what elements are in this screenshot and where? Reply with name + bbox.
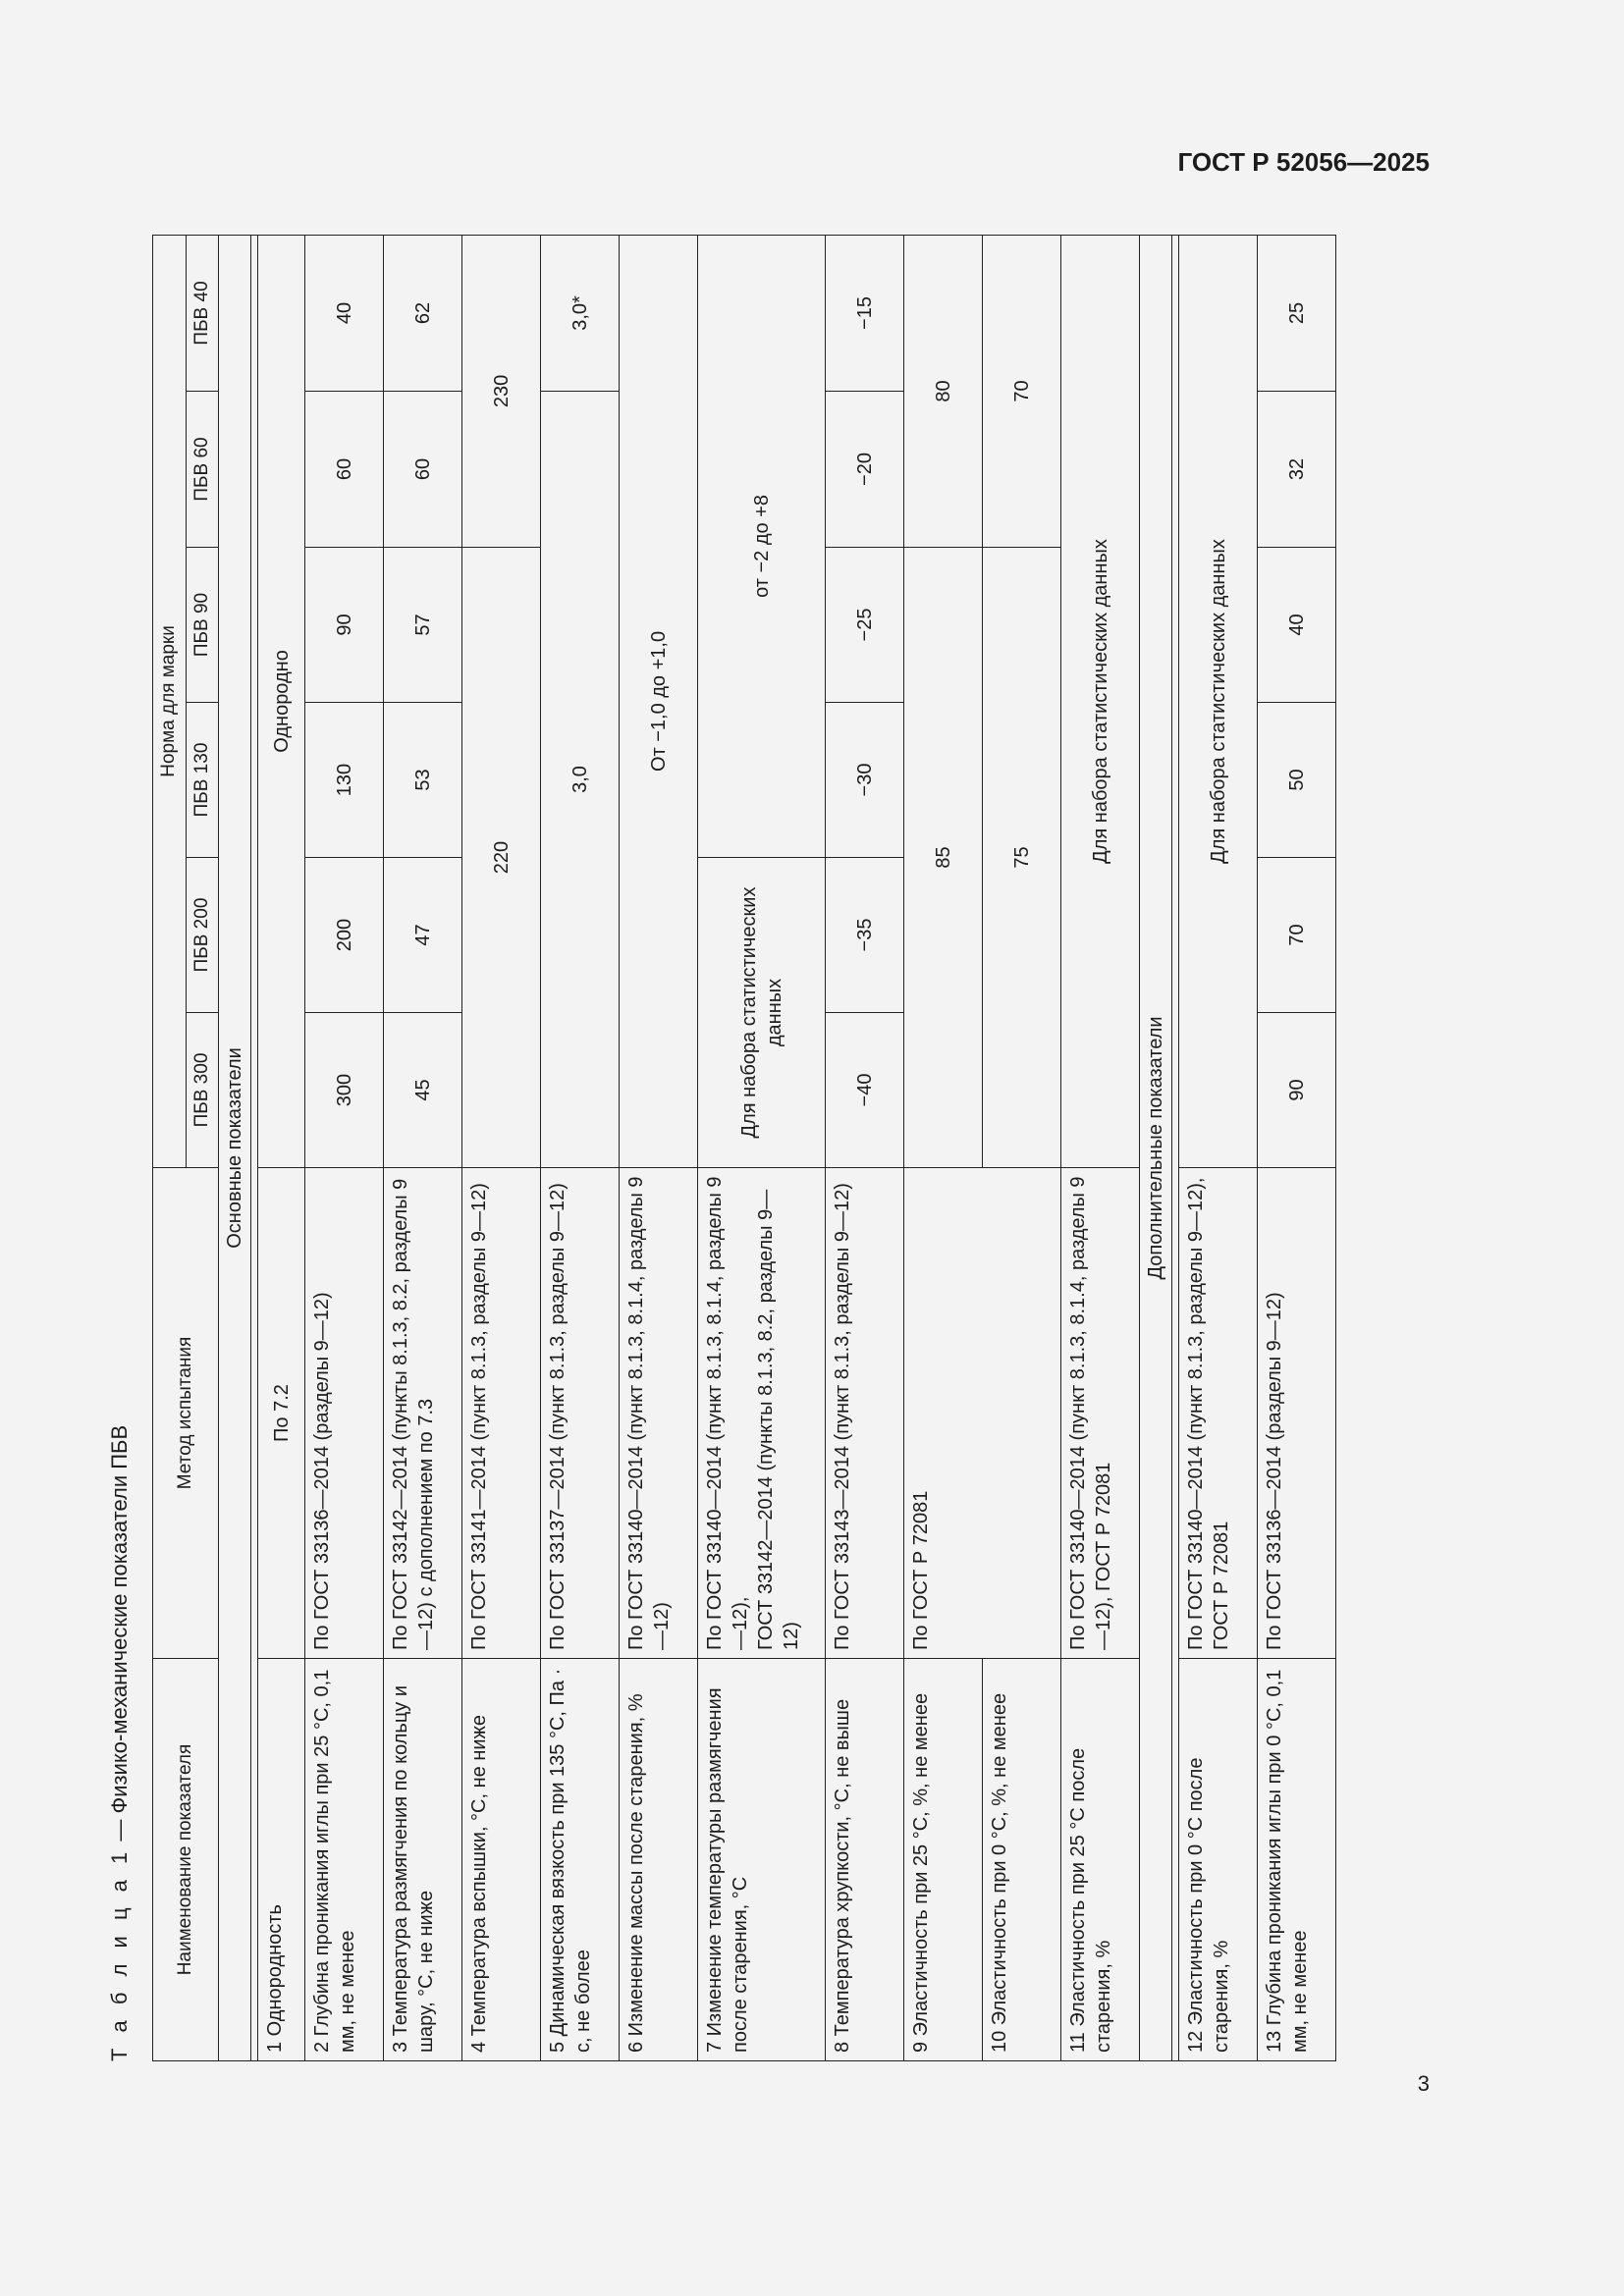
header-norm: Норма для марки xyxy=(153,235,187,1167)
table-row xyxy=(904,235,983,2060)
row-value: От −1,0 до +1,0 xyxy=(620,235,698,1167)
row-value: 60 xyxy=(305,392,384,548)
row-value: 40 xyxy=(305,235,384,391)
section-extra: Дополнительные показатели xyxy=(1140,235,1172,2060)
row-value: 40 xyxy=(1258,548,1336,703)
row-value: 57 xyxy=(384,548,462,703)
row-value: 90 xyxy=(305,548,384,703)
row-value: Для набора статистических данных xyxy=(698,858,826,1168)
row-value: от −2 до +8 xyxy=(698,235,826,857)
row-name: 2 Глубина проникания иглы при 25 °С, 0,1 мм, не менее xyxy=(305,1659,384,2061)
document-code: ГОСТ Р 52056—2025 xyxy=(1177,147,1430,177)
row-method xyxy=(698,1168,826,1659)
section-main: Основные показатели xyxy=(219,235,251,2060)
row-value: 53 xyxy=(384,703,462,858)
row-method: По ГОСТ 33136—2014 (разделы 9—12) xyxy=(1258,1168,1336,1659)
row-value: 70 xyxy=(983,235,1061,547)
rotated-table-frame xyxy=(103,236,1380,2061)
row-name: 5 Динамическая вязкость при 135 °С, Па · с, не более xyxy=(541,1659,620,2061)
row-method: По ГОСТ 33143—2014 (пункт 8.1.3, разделы 9—12) xyxy=(826,1168,904,1659)
section-gap xyxy=(1172,235,1179,2060)
row-value: 230 xyxy=(462,235,541,547)
properties-table xyxy=(152,235,1336,2061)
row-value: 130 xyxy=(305,703,384,858)
row-value: 50 xyxy=(1258,703,1336,858)
table-row xyxy=(258,235,305,2060)
row-value: −35 xyxy=(826,858,904,1013)
row-value: 70 xyxy=(1258,858,1336,1013)
row-method: По ГОСТ 33140—2014 (пункт 8.1.3, 8.1.4, разделы 9—12), ГОСТ Р 72081 xyxy=(1061,1168,1140,1659)
header-method: Метод испытания xyxy=(153,1168,219,1659)
table-row xyxy=(384,235,462,2060)
row-method: По ГОСТ 33136—2014 (разделы 9—12) xyxy=(305,1168,384,1659)
table-row xyxy=(1179,235,1258,2060)
row-value: Для набора статистических данных xyxy=(1061,235,1140,1167)
row-value: −15 xyxy=(826,235,904,391)
row-name: 3 Температура размягчения по кольцу и шару, °С, не ниже xyxy=(384,1659,462,2061)
table-row xyxy=(541,235,620,2060)
row-value: Для набора статистических данных xyxy=(1179,235,1258,1167)
row-value: −40 xyxy=(826,1013,904,1168)
row-method: По ГОСТ 33141—2014 (пункт 8.1.3, разделы 9—12) xyxy=(462,1168,541,1659)
row-value: Однородно xyxy=(258,235,305,1167)
page-number: 3 xyxy=(1417,2071,1430,2096)
row-value: −25 xyxy=(826,548,904,703)
table-row xyxy=(983,235,1061,2060)
row-value: −20 xyxy=(826,392,904,548)
section-gap xyxy=(251,235,258,2060)
row-name: 8 Температура хрупкости, °С, не выше xyxy=(826,1659,904,2061)
row-name: 4 Температура вспышки, °С, не ниже xyxy=(462,1659,541,2061)
row-value: 25 xyxy=(1258,235,1336,391)
header-name: Наименование показателя xyxy=(153,1659,219,2061)
row-method: По ГОСТ Р 72081 xyxy=(904,1168,1061,1659)
row-value: 3,0* xyxy=(541,235,620,391)
table-caption xyxy=(103,1425,136,2061)
row-value: 3,0 xyxy=(541,392,620,1168)
row-name: 12 Эластичность при 0 °С после старения, % xyxy=(1179,1659,1258,2061)
row-name: 6 Изменение массы после старения, % xyxy=(620,1659,698,2061)
row-name: 7 Изменение температуры размягчения после старения, °С xyxy=(698,1659,826,2061)
table-caption-label: Т а б л и ц а 1 xyxy=(107,1846,132,2061)
row-value: −30 xyxy=(826,703,904,858)
header-grade: ПБВ 130 xyxy=(186,703,219,858)
row-value: 85 xyxy=(904,548,983,1168)
row-method: По 7.2 xyxy=(258,1168,305,1659)
row-value: 300 xyxy=(305,1013,384,1168)
row-name: 11 Эластичность при 25 °С после старения, % xyxy=(1061,1659,1140,2061)
row-value: 75 xyxy=(983,548,1061,1168)
row-method-line: ГОСТ 33142—2014 (пункты 8.1.3, 8.2, разделы 9—12) xyxy=(755,1189,803,1650)
row-value: 62 xyxy=(384,235,462,391)
table-row xyxy=(1061,235,1140,2060)
table-row xyxy=(462,235,541,2060)
table-row xyxy=(698,235,826,2060)
row-value: 47 xyxy=(384,858,462,1013)
row-value: 200 xyxy=(305,858,384,1013)
header-grade: ПБВ 200 xyxy=(186,858,219,1013)
header-grade: ПБВ 300 xyxy=(186,1013,219,1168)
header-grade: ПБВ 60 xyxy=(186,392,219,548)
row-name: 9 Эластичность при 25 °С, %, не менее xyxy=(904,1659,983,2061)
table-caption-text: — Физико-механические показатели ПБВ xyxy=(107,1424,132,1847)
row-method: По ГОСТ 33140—2014 (пункт 8.1.3, разделы 9—12), ГОСТ Р 72081 xyxy=(1179,1168,1258,1659)
table-row xyxy=(305,235,384,2060)
row-method-line: По ГОСТ 33140—2014 (пункт 8.1.3, 8.1.4, разделы 9—12), xyxy=(704,1176,752,1650)
table-row xyxy=(620,235,698,2060)
row-value: 220 xyxy=(462,548,541,1168)
row-value: 60 xyxy=(384,392,462,548)
row-method: По ГОСТ 33142—2014 (пункты 8.1.3, 8.2, разделы 9—12) с дополнением по 7.3 xyxy=(384,1168,462,1659)
row-value: 80 xyxy=(904,235,983,547)
row-name: 13 Глубина проникания иглы при 0 °С, 0,1 мм, не менее xyxy=(1258,1659,1336,2061)
row-method: По ГОСТ 33140—2014 (пункт 8.1.3, 8.1.4, разделы 9—12) xyxy=(620,1168,698,1659)
row-value: 45 xyxy=(384,1013,462,1168)
header-grade: ПБВ 40 xyxy=(186,235,219,391)
row-value: 90 xyxy=(1258,1013,1336,1168)
table-row xyxy=(826,235,904,2060)
table-row xyxy=(1258,235,1336,2060)
row-name: 10 Эластичность при 0 °С, %, не менее xyxy=(983,1659,1061,2061)
row-method: По ГОСТ 33137—2014 (пункт 8.1.3, разделы 9—12) xyxy=(541,1168,620,1659)
row-name: 1 Однородность xyxy=(258,1659,305,2061)
header-grade: ПБВ 90 xyxy=(186,548,219,703)
row-value: 32 xyxy=(1258,392,1336,548)
